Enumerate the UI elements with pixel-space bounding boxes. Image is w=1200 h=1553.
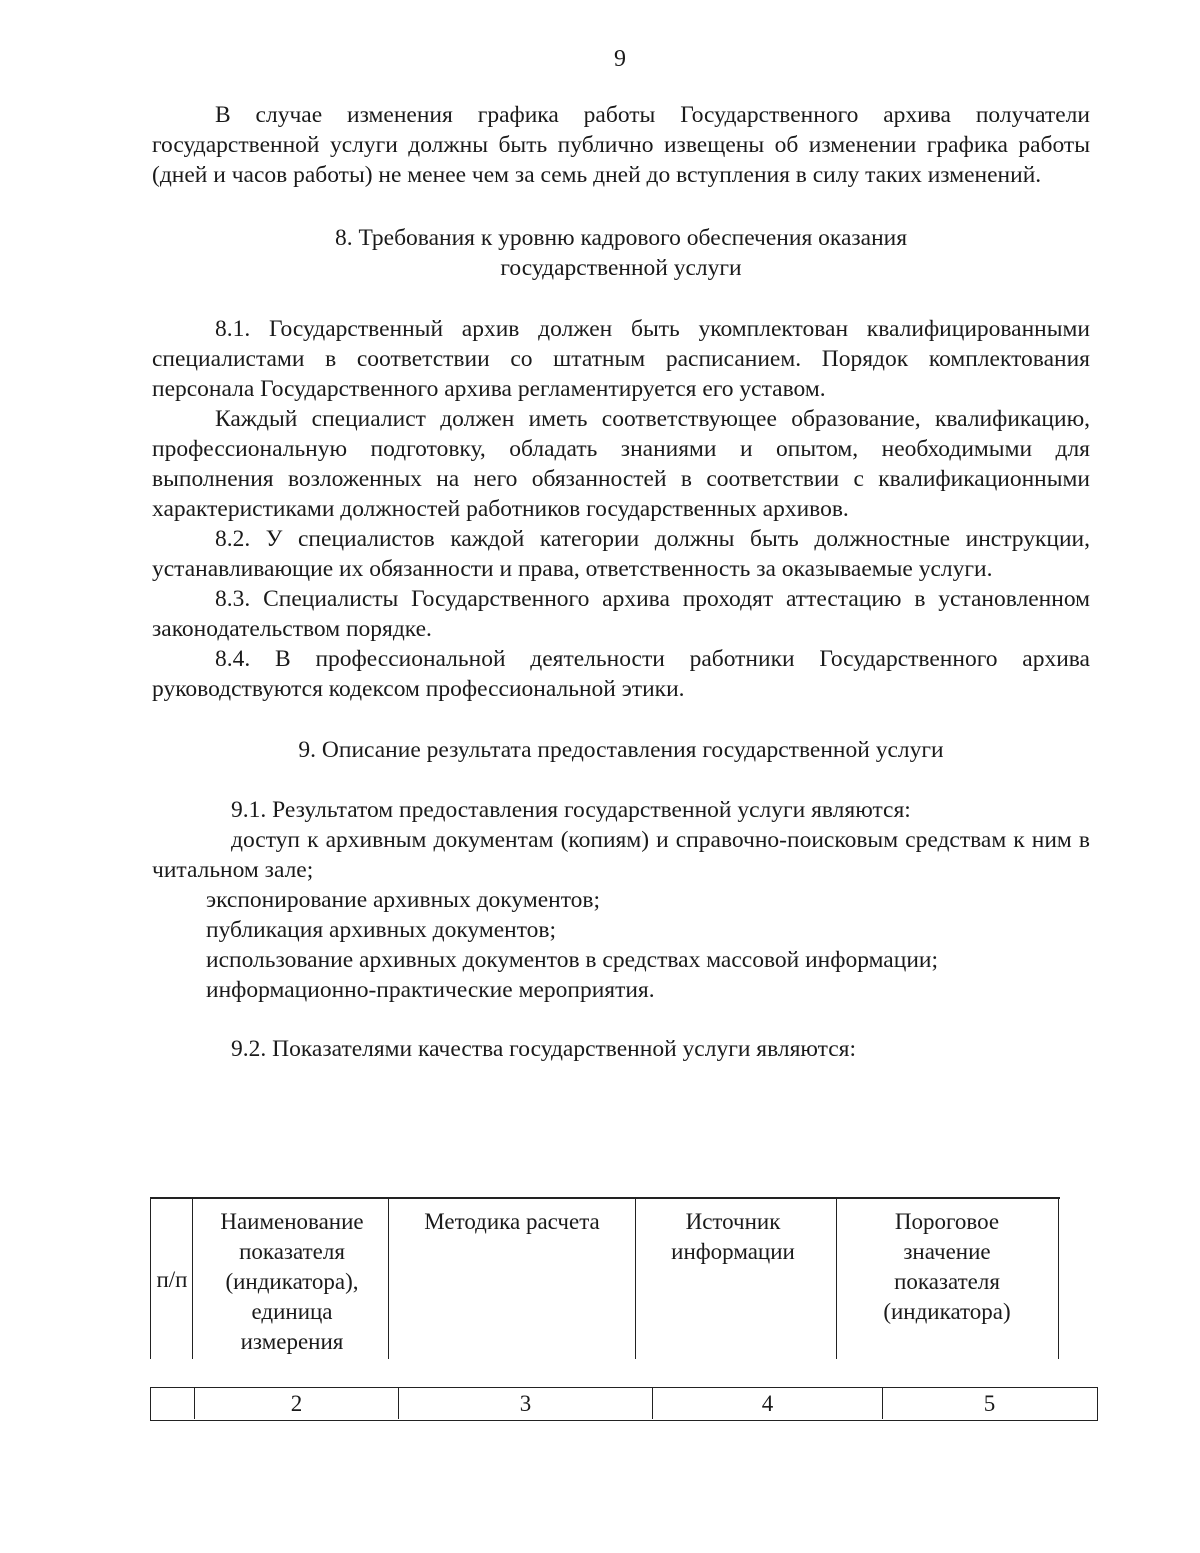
header-information-source: Источник информации [671,1209,795,1264]
quality-table-header [150,1197,1060,1359]
result-item-media: использование архивных документов в средствах массовой информации; [206,947,938,973]
paragraph-8-1: 8.1. Государственный архив должен быть укомплектован квалифицированными специалистами в соответствии со штатным расписанием. Порядок комплектования персонала Государственного архива регламентируется его уставом. [152,316,1090,402]
header-number: п/п [156,1267,188,1292]
table-divider [836,1199,837,1359]
table-divider [388,1199,389,1359]
column-number-4: 4 [653,1388,883,1419]
paragraph-8-4: 8.4. В профессиональной деятельности работники Государственного архива руководствуются кодексом профессиональной этики. [152,646,1090,702]
column-number-1 [151,1388,195,1419]
table-border-left [150,1199,151,1359]
page-number: 9 [614,46,626,72]
column-number-5: 5 [983,1391,996,1416]
result-item-access: доступ к архивным документам (копиям) и справочно-поисковым средствам к ним в читальном зале; [152,827,1090,883]
section9-heading: 9. Описание результата предоставления государственной услуги [298,737,944,763]
column-number-3: 3 [399,1388,653,1419]
document-body [152,100,1090,1064]
paragraph-9-1: 9.1. Результатом предоставления государственной услуги являются: [231,797,911,823]
table-divider [192,1199,193,1359]
table-divider [635,1199,636,1359]
result-item-publication: публикация архивных документов; [206,917,557,943]
table-border-right [1058,1199,1059,1359]
paragraph-9-2: 9.2. Показателями качества государственной услуги являются: [231,1036,856,1062]
paragraph-8-2: 8.2. У специалистов каждой категории должны быть должностные инструкции, устанавливающие их обязанности и права, ответственность за оказываемые услуги. [152,526,1090,582]
header-indicator-name: Наименование показателя (индикатора), единица измерения [220,1209,364,1354]
header-threshold-value: Пороговое значение показателя (индикатора) [883,1209,1011,1324]
paragraph-8-3: 8.3. Специалисты Государственного архива проходят аттестацию в установленном законодательством порядке. [152,586,1090,642]
section8-heading-line2: государственной услуги [500,255,742,281]
intro-paragraph: В случае изменения графика работы Государственного архива получатели государственной услуги должны быть публично извещены об изменении графика работы (дней и часов работы) не менее чем за семь дней до вступления в силу таких изменений. [152,102,1090,188]
result-item-events: информационно-практические мероприятия. [206,977,655,1003]
quality-table-number-row [150,1387,1098,1421]
section8-heading-line1: 8. Требования к уровню кадрового обеспечения оказания [334,225,908,251]
header-calculation-method: Методика расчета [424,1209,600,1234]
result-item-exhibit: экспонирование архивных документов; [206,887,601,913]
column-number-2: 2 [195,1388,399,1419]
paragraph-8-1-staff: Каждый специалист должен иметь соответствующее образование, квалификацию, профессиональную подготовку, обладать знаниями и опытом, необходимыми для выполнения возложенных на него обязанностей в соответствии с квалификационными характеристиками должностей работников государственных архивов. [152,406,1090,522]
